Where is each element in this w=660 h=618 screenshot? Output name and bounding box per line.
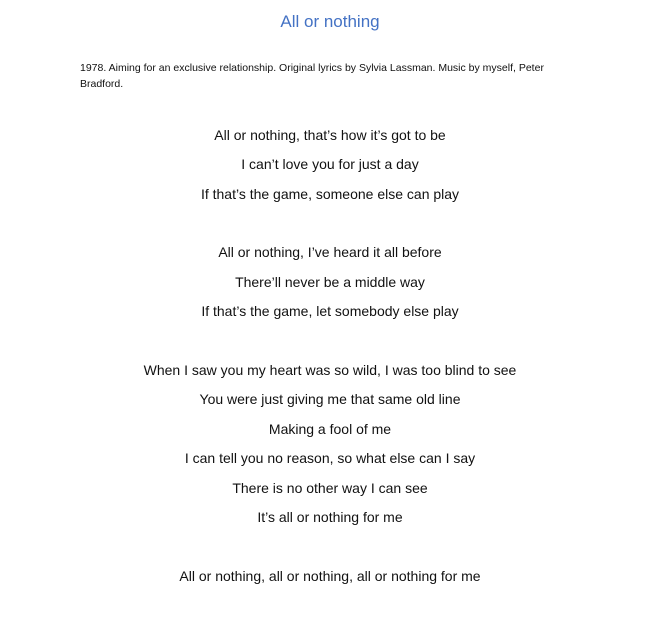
- lyric-line: All or nothing, all or nothing, all or nothing for me: [179, 568, 481, 584]
- lyric-line: All or nothing, I’ve heard it all before: [218, 244, 442, 260]
- lyric-line: Making a fool of me: [268, 421, 392, 437]
- lyric-line: There is no other way I can see: [232, 480, 428, 496]
- lyric-line: I can tell you no reason, so what else can I say: [184, 450, 476, 466]
- lyric-line: You were just giving me that same old line: [199, 391, 461, 407]
- lyric-line: If that’s the game, let somebody else play: [201, 303, 459, 319]
- lyric-line: It’s all or nothing for me: [257, 509, 403, 525]
- lyric-line: When I saw you my heart was so wild, I was too blind to see: [143, 362, 517, 378]
- intro-paragraph: 1978. Aiming for an exclusive relationship. Original lyrics by Sylvia Lassman. Music by myself, Peter Bradford.: [80, 62, 544, 90]
- lyric-line: I can’t love you for just a day: [241, 156, 419, 172]
- lyric-line: All or nothing, that’s how it’s got to be: [214, 127, 446, 143]
- lyric-line: If that’s the game, someone else can play: [200, 186, 460, 202]
- lyric-line: There’ll never be a middle way: [235, 274, 425, 290]
- document-title: All or nothing: [280, 12, 380, 31]
